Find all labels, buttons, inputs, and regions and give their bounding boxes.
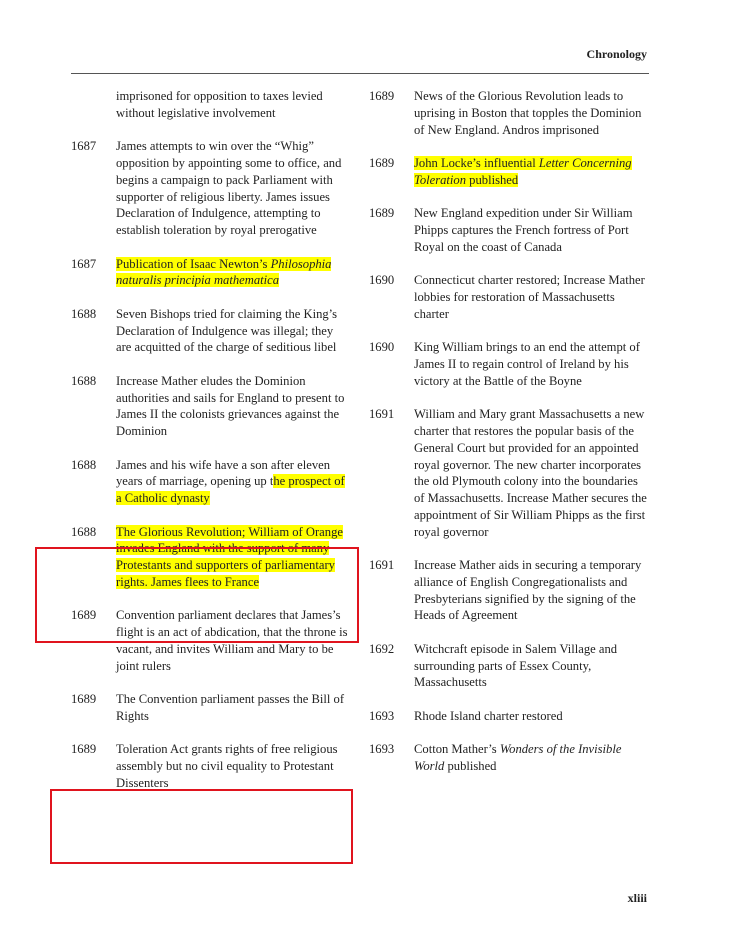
chronology-entry [369, 708, 649, 725]
chronology-entry [369, 155, 649, 189]
italic-title: Philosophia naturalis principia mathematica [116, 256, 332, 288]
entry-year: 1689 [71, 742, 97, 757]
entry-text: News of the Glorious Revolution leads to uprising in Boston that topples the Dominion of New England. Andros imprisoned [414, 89, 642, 137]
entry-text: Increase Mather eludes the Dominion authorities and sails for England to present to James II the colonists grievances against the Dominion [116, 373, 345, 439]
left-column [71, 88, 348, 808]
entry-text [116, 256, 348, 290]
chronology-entry [71, 691, 348, 725]
entry-year: 1691 [369, 407, 395, 422]
entry-text: King William brings to an end the attempt of James II to regain control of Ireland by his victory at the Battle of the Boyne [414, 340, 640, 388]
entry-text [414, 741, 649, 775]
chronology-entry [369, 339, 649, 389]
highlighted-text: he prospect of a Catholic dynasty [116, 474, 345, 506]
entry-year: 1689 [71, 608, 97, 623]
chronology-entry [369, 272, 649, 322]
annotation-box-glorious-revolution [35, 547, 359, 643]
entry-text: Rhode Island charter restored [414, 708, 563, 723]
entry-text: The Convention parliament passes the Bill of Rights [116, 692, 345, 723]
entry-year: 1689 [369, 155, 395, 170]
entry-year: 1692 [369, 641, 395, 656]
entry-year: 1687 [71, 256, 97, 271]
entry-year: 1689 [369, 89, 395, 103]
text-segment: published [444, 759, 497, 774]
text-segment: published [466, 172, 519, 187]
chronology-entry [71, 373, 348, 440]
chronology-entry [71, 457, 348, 507]
chronology-entry [369, 406, 649, 540]
chronology-entry [71, 306, 348, 356]
entry-year: 1690 [369, 340, 395, 355]
highlighted-text: The Glorious Revolution; William of Orange invades England with the support of many Protestants and supporters of parliamentary rights. James flees to France [116, 524, 343, 589]
running-header: Chronology [586, 47, 647, 61]
entry-year: 1688 [71, 306, 97, 321]
entry-year: 1690 [369, 273, 395, 288]
entry-text: Seven Bishops tried for claiming the King’s Declaration of Indulgence was illegal; they are acquitted of the charge of seditious libel [116, 306, 338, 355]
text-segment: James and his wife have a son after eleven years of marriage, opening up t [116, 457, 331, 489]
entry-year: 1691 [369, 558, 395, 573]
entry-year: 1693 [369, 742, 395, 757]
chronology-entry [369, 88, 649, 138]
highlighted-text [414, 156, 632, 187]
page-number: xliii [627, 891, 647, 905]
text-segment: Publication of Isaac Newton’s [116, 256, 271, 271]
entry-text: James attempts to win over the “Whig” opposition by appointing some to office, and begins a campaign to pack Parliament with supporter of religious liberty. James issues Declaration of Indulgence, attempting to establish toleration by royal prerogative [116, 139, 342, 238]
entry-year: 1693 [369, 708, 395, 723]
highlighted-text [116, 257, 331, 288]
entry-year: 1688 [71, 373, 97, 388]
chronology-entry [369, 557, 649, 624]
italic-title: Wonders of the Invisible World [414, 742, 622, 774]
italic-title: Letter Concerning Toleration [414, 155, 632, 187]
entry-text: Witchcraft episode in Salem Village and surrounding parts of Essex County, Massachusetts [414, 641, 618, 690]
annotation-box-toleration-act [50, 789, 353, 864]
entry-text: Toleration Act grants rights of free religious assembly but no civil equality to Protestant Dissenters [116, 742, 338, 790]
entry-text: Convention parliament declares that James’s flight is an act of abdication, that the throne is vacant, and invites William and Mary to be joint rulers [116, 608, 348, 673]
entry-text: William and Mary grant Massachusetts a new charter that restores the popular basis of the General Court but provided for an appointed royal governor. The new charter incorporates the old Plymouth colony into the boundaries of Massachusetts. Increase Mather secures the appointment of Sir William Phipps as the first royal governor [414, 407, 647, 539]
right-column [369, 88, 649, 791]
chronology-entry [369, 205, 649, 255]
chronology-entry [71, 138, 348, 239]
chronology-entry [71, 256, 348, 290]
entry-year: 1689 [369, 206, 395, 221]
entry-year: 1688 [71, 457, 97, 472]
text-segment: Cotton Mather’s [414, 742, 500, 757]
text-segment: John Locke’s influential [414, 155, 539, 170]
chronology-entry [369, 641, 649, 691]
continuation-text: imprisoned for opposition to taxes levied without legislative involvement [116, 89, 323, 120]
entry-text: Increase Mather aids in securing a temporary alliance of English Congregationalists and Presbyterians signified by the signing of the Heads of Agreement [414, 558, 642, 623]
entry-text [414, 155, 649, 189]
entry-text: New England expedition under Sir William Phipps captures the French fortress of Port Royal on the coast of Canada [414, 206, 633, 254]
entry-year: 1689 [71, 692, 97, 707]
entry-year: 1687 [71, 139, 97, 154]
entry-year: 1688 [71, 524, 97, 539]
entry-text: Connecticut charter restored; Increase Mather lobbies for restoration of Massachusetts charter [414, 273, 645, 321]
chronology-entry [71, 741, 348, 791]
entry-text [116, 457, 348, 507]
header-rule [71, 73, 649, 74]
chronology-entry [369, 741, 649, 775]
